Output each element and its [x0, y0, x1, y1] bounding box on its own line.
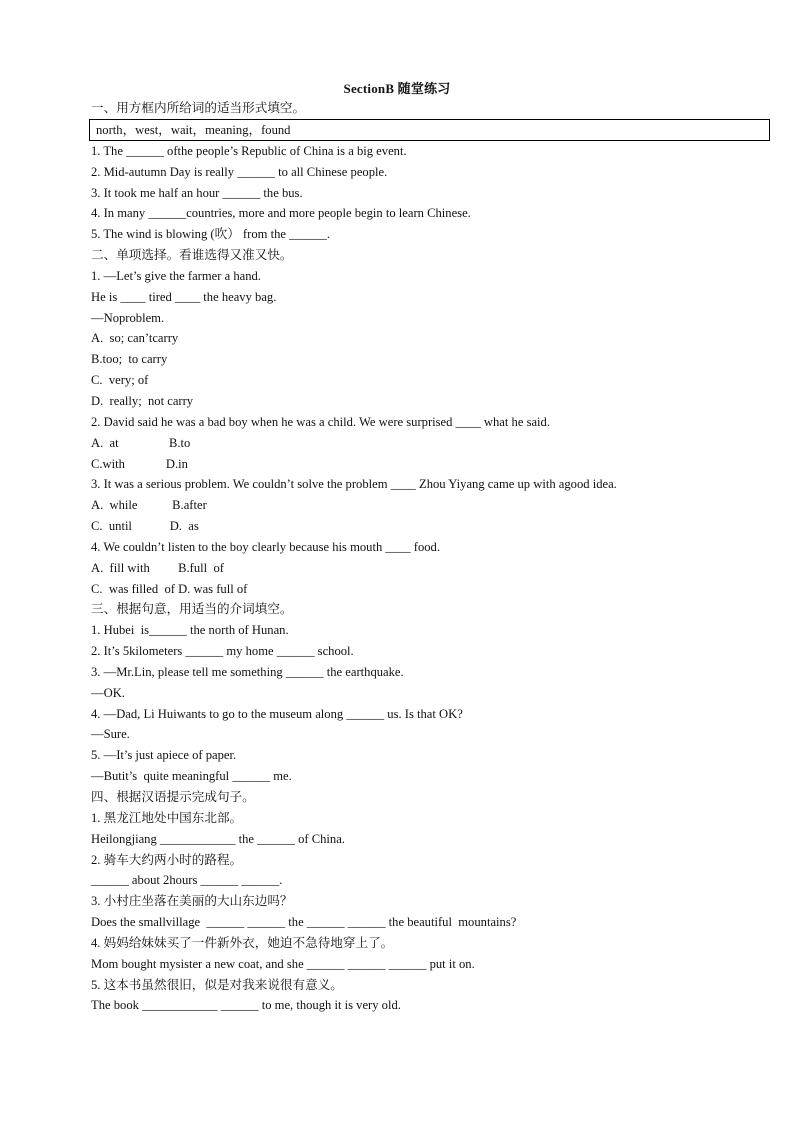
section3-line: 4. —Dad, Li Huiwants to go to the museum along ______ us. Is that OK? — [91, 706, 463, 721]
section3-line: 5. —It’s just apiece of paper. — [91, 748, 237, 763]
section2-line: 4. We couldn’t listen to the boy clearly because his mouth ____ food. — [91, 539, 440, 554]
section4-line: The book ____________ ______ to me, though it is very old. — [91, 998, 401, 1013]
section2-option: C. until D. as — [91, 519, 199, 534]
section3-line: —OK. — [91, 685, 125, 700]
page-title: SectionB 随堂练习 — [343, 81, 451, 96]
section2-option: B.too; to carry — [91, 352, 168, 367]
section4-line: Mom bought mysister a new coat, and she ______ ______ ______ put it on. — [91, 956, 475, 971]
section2-option: C. very; of — [91, 373, 149, 388]
section2-option: A. so; can’tcarry — [91, 331, 179, 346]
section2-line: 1. —Let’s give the farmer a hand. — [91, 268, 261, 283]
worksheet-content — [91, 98, 781, 1016]
section1-item-1: 1. The ______ ofthe people’s Republic of China is a big event. — [91, 143, 407, 158]
section3-line: —Sure. — [91, 727, 130, 742]
section4-prompt: 5. 这本书虽然很旧，似是对我来说很有意义。 — [91, 977, 343, 992]
section4-prompt: 4. 妈妈给妹妹买了一件新外衣，她迫不急待地穿上了。 — [91, 935, 394, 950]
section2-option: C.with D.in — [91, 456, 188, 471]
section1-item-5: 5. The wind is blowing (吹） from the ______. — [91, 227, 331, 242]
section1-item-2: 2. Mid-autumn Day is really ______ to all Chinese people. — [91, 164, 388, 179]
section4-heading: 四、根据汉语提示完成句子。 — [91, 790, 255, 804]
section2-option: A. while B.after — [91, 498, 207, 513]
section2-line: —Noproblem. — [91, 310, 165, 325]
section2-option: A. at B.to — [91, 435, 191, 450]
section3-line: 1. Hubei is______ the north of Hunan. — [91, 623, 289, 638]
section4-prompt: 2. 骑车大约两小时的路程。 — [91, 852, 243, 867]
section2-option: C. was filled of D. was full of — [91, 581, 248, 596]
section1-item-4: 4. In many ______countries, more and more people begin to learn Chinese. — [91, 206, 471, 221]
word-box: north，west，wait，meaning，found — [89, 119, 770, 141]
section2-line: He is ____ tired ____ the heavy bag. — [91, 289, 277, 304]
section2-line: 2. David said he was a bad boy when he was a child. We were surprised ____ what he said. — [91, 414, 551, 429]
section2-heading: 二、单项选择。看谁选得又准又快。 — [91, 248, 293, 263]
section3-line: —Butit’s quite meaningful ______ me. — [91, 769, 292, 784]
section4-line: Does the smallvillage ______ ______ the ______ ______ the beautiful mountains? — [91, 915, 517, 930]
section3-heading: 三、根据句意，用适当的介词填空。 — [91, 602, 293, 617]
section3-line: 3. —Mr.Lin, please tell me something ______ the earthquake. — [91, 664, 404, 679]
section3-line: 2. It’s 5kilometers ______ my home ______ school. — [91, 644, 354, 659]
section4-line: ______ about 2hours ______ ______. — [91, 873, 283, 888]
section4-line: Heilongjiang ____________ the ______ of China. — [91, 831, 345, 846]
section2-option: A. fill with B.full of — [91, 560, 224, 575]
section2-line: 3. It was a serious problem. We couldn’t solve the problem ____ Zhou Yiyang came up with agood idea. — [91, 477, 617, 492]
section1-heading: 一、用方框内所给词的适当形式填空。 — [91, 101, 306, 115]
section4-prompt: 1. 黑龙江地处中国东北部。 — [91, 810, 243, 825]
section4-prompt: 3. 小村庄坐落在美丽的大山东边吗？ — [91, 894, 293, 909]
section2-option: D. really; not carry — [91, 393, 194, 408]
section1-item-3: 3. It took me half an hour ______ the bus. — [91, 185, 303, 200]
